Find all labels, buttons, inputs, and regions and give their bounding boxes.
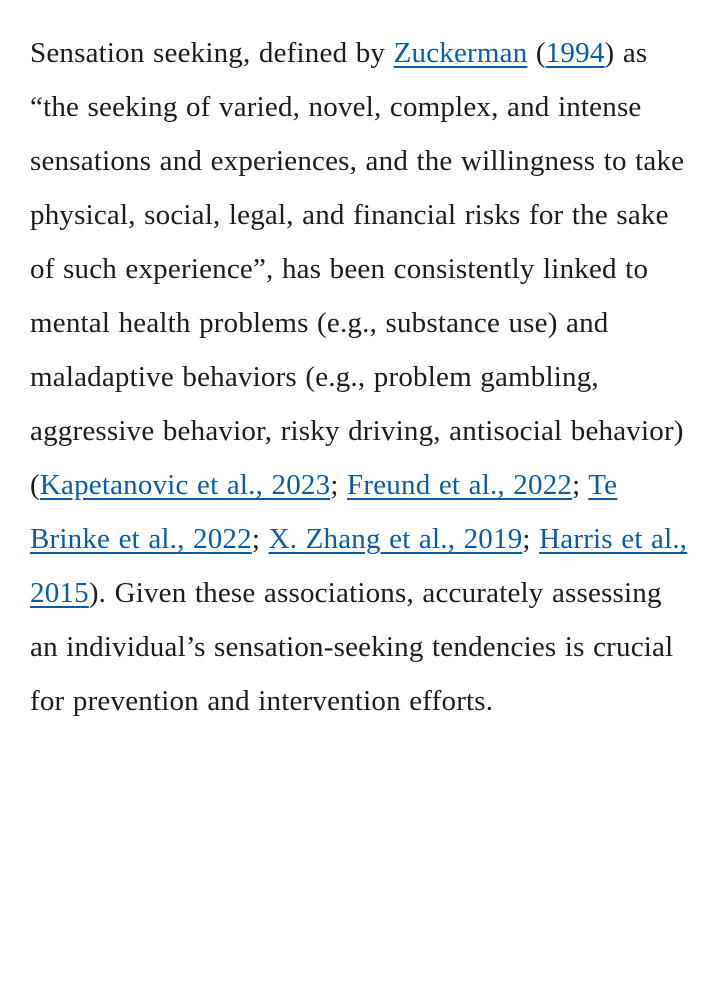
paragraph-text-segment: ;	[330, 469, 348, 501]
citation-link-freund-2022[interactable]: Freund et al., 2022	[347, 469, 573, 501]
paragraph-text-segment: ) as “the seeking of varied, novel, complex, and intense sensations and experiences, and the willingness to take physical, social, legal, and financial risks for the sake of such experience”, has been consistently linked to mental health problems (e.g., substance use) and maladaptive behaviors (e.g., problem gambling, aggressive behavior, risky driving, antisocial behavior) (	[30, 37, 685, 501]
citation-link-kapetanovic-2023[interactable]: Kapetanovic et al., 2023	[39, 469, 331, 501]
paragraph-text-segment: ;	[522, 523, 540, 555]
paragraph-text-segment: (	[527, 37, 546, 69]
citation-link-zuckerman[interactable]: Zuckerman	[393, 37, 528, 69]
paragraph-text-segment: ;	[251, 523, 269, 555]
paragraph-text-segment: ;	[572, 469, 589, 501]
citation-link-zhang-2019[interactable]: X. Zhang et al., 2019	[268, 523, 523, 555]
citation-link-1994[interactable]: 1994	[545, 37, 605, 69]
citation-link-harris-2015[interactable]: Harris et al., 2015	[30, 523, 688, 609]
citation-link-te-brinke-2022[interactable]: Te Brinke et al., 2022	[30, 469, 618, 555]
paragraph-text-segment: ). Given these associations, accurately assessing an individual’s sensation-seeking tendencies is crucial for prevention and intervention efforts.	[30, 577, 674, 717]
article-paragraph	[30, 26, 688, 728]
paragraph-text-segment: Sensation seeking, defined by	[30, 37, 394, 69]
